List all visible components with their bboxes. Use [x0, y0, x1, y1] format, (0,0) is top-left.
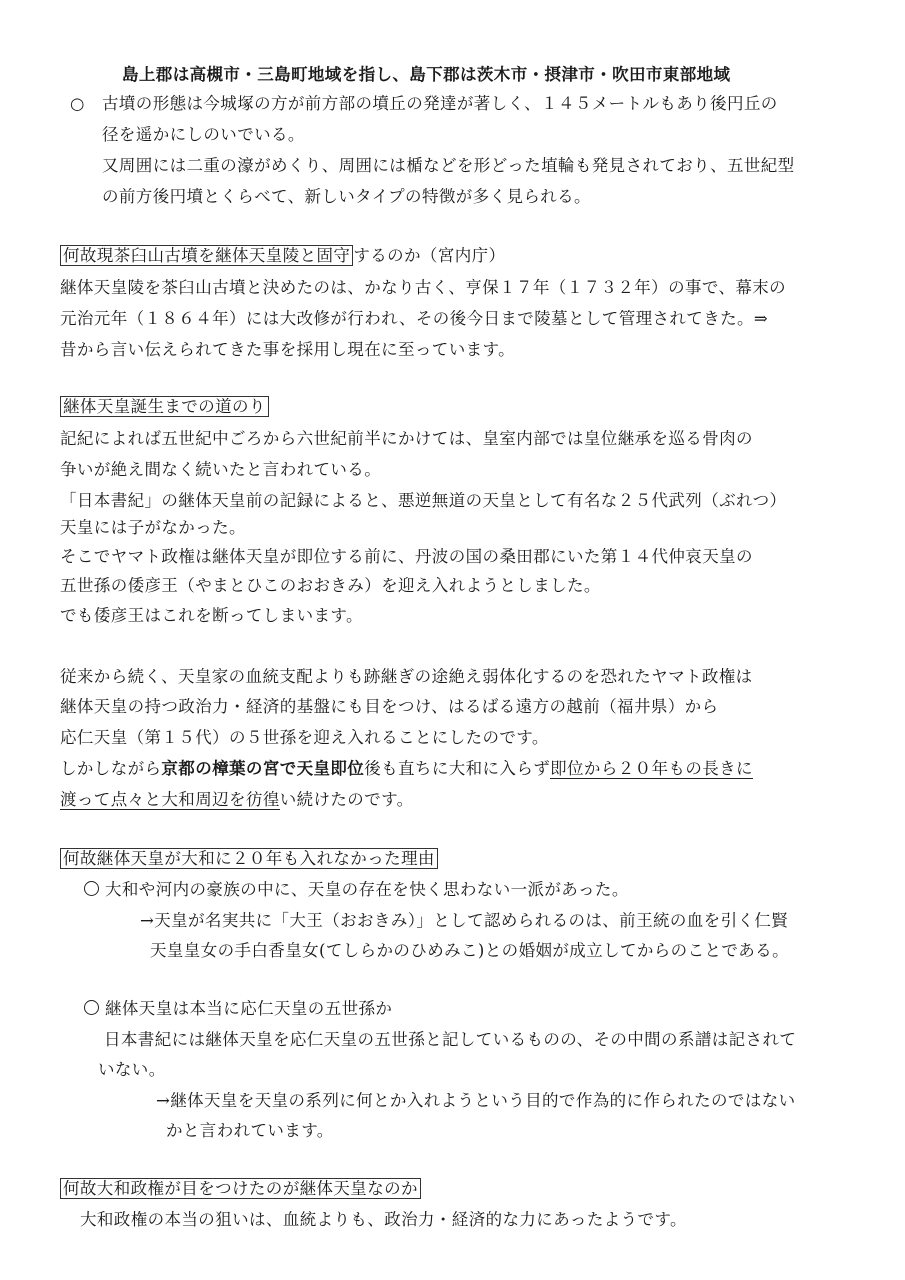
- section2-title: [60, 396, 269, 418]
- section3-item-2-note-2: かと言われています。: [166, 1121, 334, 1140]
- section1-line-3: 昔から言い伝えられてきた事を採用し現在に至っています。: [60, 340, 515, 359]
- underlined-phrase: 即位から２０年もの長きに: [550, 759, 753, 778]
- section3-title: [60, 848, 438, 870]
- section4-title: [60, 1178, 421, 1200]
- section2-line-6: 五世孫の倭彦王（やまとひこのおおきみ）を迎え入れようとしました。: [60, 576, 601, 595]
- section4-title-boxed: 何故大和政権が目をつけたのが継体天皇なのか: [60, 1178, 421, 1199]
- intro-line-1: 古墳の形態は今城塚の方が前方部の墳丘の発達が著しく、１４５メートルもあり後円丘の: [102, 94, 778, 113]
- section2-line-1: 記紀によれば五世紀中ごろから六世紀前半にかけては、皇室内部では皇位継承を巡る骨肉の: [60, 429, 753, 448]
- section2-para2-line-5: [60, 789, 414, 811]
- intro-bullet: ○: [70, 94, 85, 113]
- section1-title-boxed: 何故現茶臼山古墳を継体天皇陵と固守: [60, 245, 353, 266]
- intro-line-2: 径を遥かにしのいでいる。: [102, 125, 305, 144]
- section3-item-2-text: 継体天皇は本当に応仁天皇の五世孫か: [105, 999, 393, 1018]
- section2-para2-line-1: 従来から続く、天皇家の血統支配よりも跡継ぎの途絶え弱体化するのを恐れたヤマト政権は: [60, 667, 753, 686]
- section2-title-boxed: 継体天皇誕生までの道のり: [60, 396, 269, 417]
- page-heading: 島上郡は高槻市・三島町地域を指し、島下郡は茨木市・摂津市・吹田市東部地域: [122, 65, 731, 84]
- section3-item-1-note-2: 天皇皇女の手白香皇女(てしらかのひめみこ)との婚姻が成立してからのことである。: [150, 941, 789, 960]
- section3-title-boxed: 何故継体天皇が大和に２０年も入れなかった理由: [60, 848, 438, 869]
- section1-title: [60, 245, 505, 267]
- section2-para2-line-4: [60, 758, 753, 780]
- circle-bullet-icon: [84, 1000, 99, 1015]
- section2-para2-line-3: 応仁天皇（第１５代）の５世孫を迎え入れることにしたのです。: [60, 728, 549, 747]
- section4-line-1: 大和政権の本当の狙いは、血統よりも、政治力・経済的な力にあったようです。: [80, 1210, 687, 1229]
- section2-line-7: でも倭彦王はこれを断ってしまいます。: [60, 606, 363, 625]
- section1-title-rest: するのか（宮内庁）: [353, 246, 506, 265]
- section3-item-2-line-2: いない。: [98, 1060, 166, 1079]
- section3-item-2: [84, 998, 392, 1020]
- section3-item-1-note-1: →天皇が名実共に「大王（おおきみ）」として認められるのは、前王統の血を引く仁賢: [140, 911, 789, 930]
- section2-para2-line-2: 継体天皇の持つ政治力・経済的基盤にも目をつけ、はるばる遠方の越前（福井県）から: [60, 697, 719, 716]
- intro-line-3: 又周囲には二重の濠がめくり、周囲には楯などを形どった埴輪も発見されており、五世紀型: [102, 156, 795, 175]
- section2-line-5: そこでヤマト政権は継体天皇が即位する前に、丹波の国の桑田郡にいた第１４代仲哀天皇の: [60, 547, 753, 566]
- bold-phrase: 京都の樟葉の宮で天皇即位: [161, 759, 365, 778]
- section2-line-2: 争いが絶え間なく続いたと言われている。: [60, 460, 382, 479]
- section2-line-3: 「日本書紀」の継体天皇前の記録によると、悪逆無道の天皇として有名な２５代武列（ぶれつ）: [60, 491, 787, 510]
- section3-item-1: [84, 879, 629, 901]
- text-segment: しかしながら: [60, 759, 162, 778]
- circle-bullet-icon: [84, 881, 99, 896]
- text-segment: 後も直ちに大和に入らず: [364, 759, 551, 778]
- section1-line-2: 元治元年（１８６４年）には大改修が行われ、その後今日まで陵墓として管理されてきた。⇒: [60, 309, 769, 328]
- section3-item-2-line-1: 日本書紀には継体天皇を応仁天皇の五世孫と記しているものの、その中間の系譜は記されて: [104, 1030, 797, 1049]
- section3-item-2-note-1: →継体天皇を天皇の系列に何とか入れようという目的で作為的に作られたのではない: [156, 1091, 796, 1110]
- text-segment: い続けたのです。: [279, 790, 414, 809]
- intro-line-4: の前方後円墳とくらべて、新しいタイプの特徴が多く見られる。: [102, 187, 591, 206]
- section3-item-1-text: 大和や河内の豪族の中に、天皇の存在を快く思わない一派があった。: [105, 880, 629, 899]
- section1-line-1: 継体天皇陵を茶臼山古墳と決めたのは、かなり古く、亨保１７年（１７３２年）の事で、幕末の: [60, 278, 787, 297]
- underlined-phrase: 渡って点々と大和周辺を彷徨: [60, 790, 280, 809]
- section2-line-4: 天皇には子がなかった。: [60, 518, 246, 537]
